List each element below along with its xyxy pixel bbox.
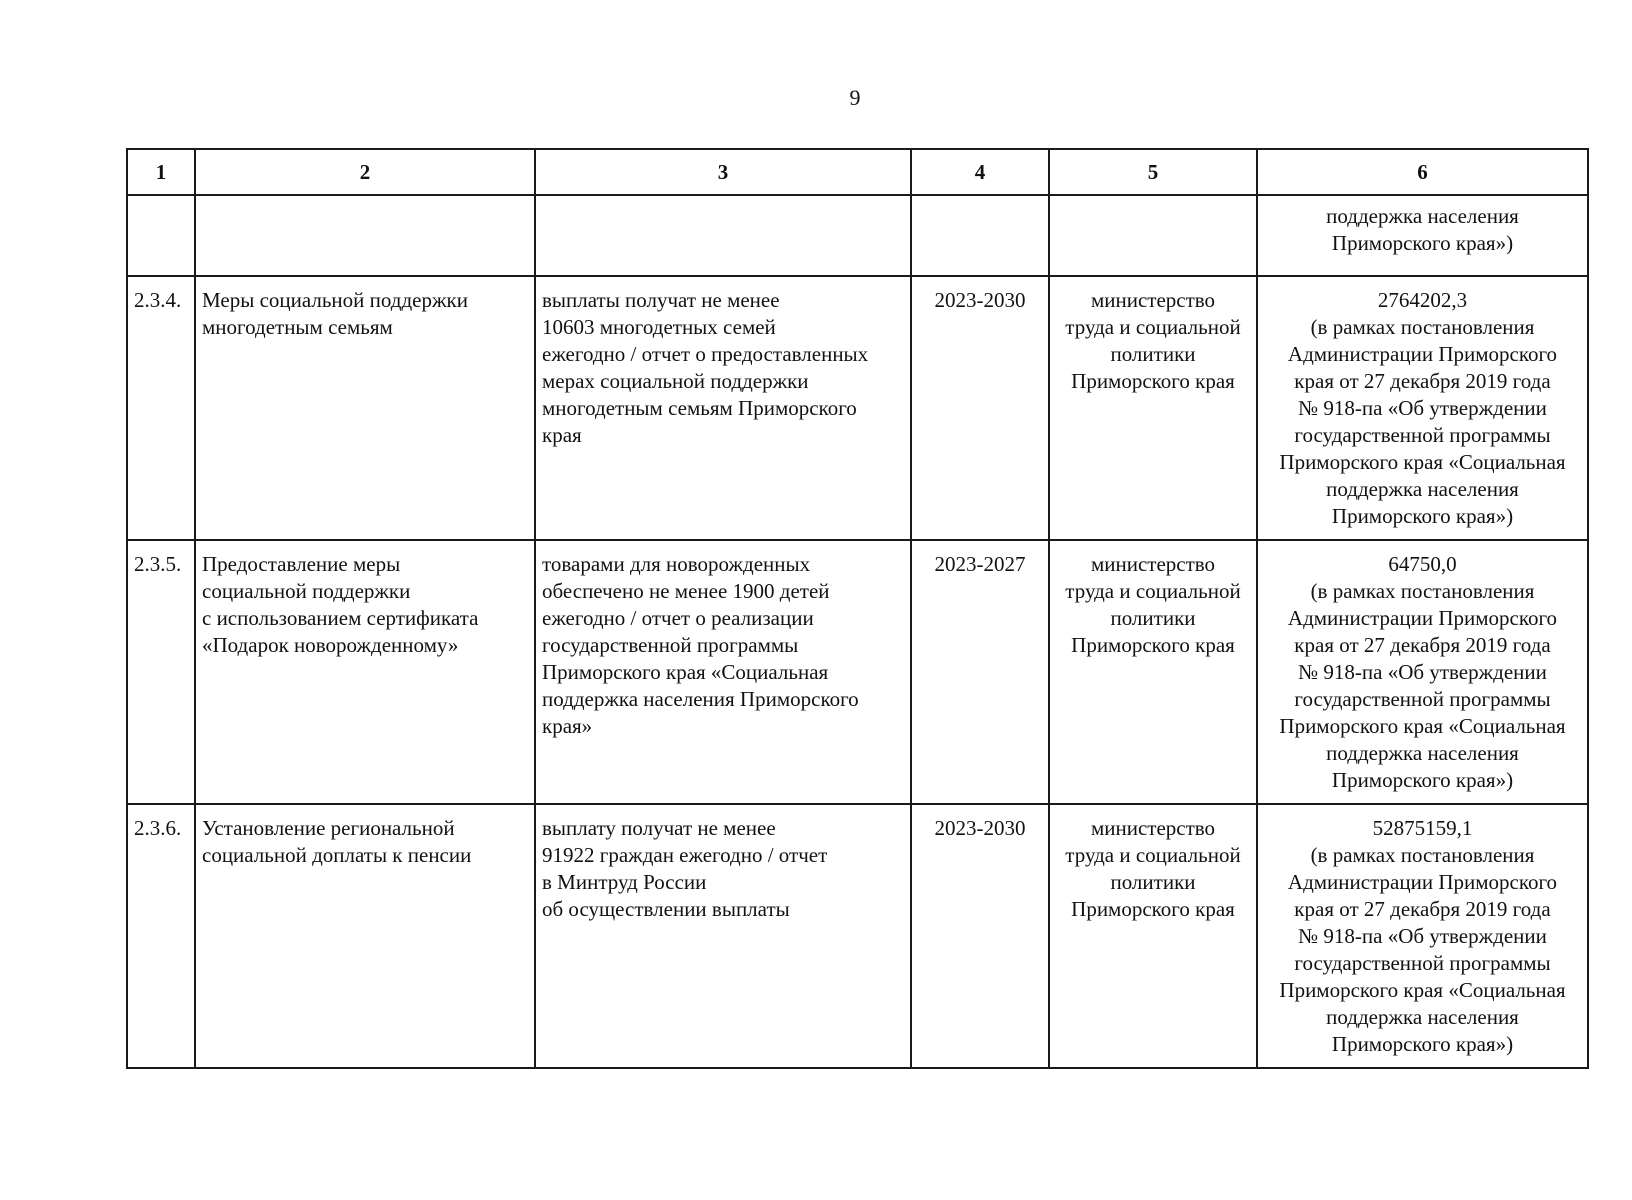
empty-cell bbox=[127, 195, 195, 276]
period-cell: 2023-2030 bbox=[911, 276, 1049, 540]
measures-table bbox=[126, 148, 1589, 1069]
column-header: 2 bbox=[195, 149, 535, 195]
table-row bbox=[127, 276, 1588, 540]
funding-cell: 52875159,1 (в рамках постановления Администрации Приморского края от 27 декабря 2019 года № 918-па «Об утверждении государственной программы Приморского края «Социальная поддержка населения Приморского края») bbox=[1257, 804, 1588, 1068]
table-row bbox=[127, 540, 1588, 804]
row-number-cell: 2.3.6. bbox=[127, 804, 195, 1068]
table-row-continuation bbox=[127, 195, 1588, 276]
empty-cell bbox=[535, 195, 911, 276]
column-header: 6 bbox=[1257, 149, 1588, 195]
funding-cell: 2764202,3 (в рамках постановления Администрации Приморского края от 27 декабря 2019 года № 918-па «Об утверждении государственной программы Приморского края «Социальная поддержка населения Приморского края») bbox=[1257, 276, 1588, 540]
empty-cell bbox=[1049, 195, 1257, 276]
column-header: 4 bbox=[911, 149, 1049, 195]
measure-name-cell: Предоставление меры социальной поддержки с использованием сертификата «Подарок новорожденному» bbox=[195, 540, 535, 804]
row-number-cell: 2.3.4. bbox=[127, 276, 195, 540]
result-cell: выплату получат не менее 91922 граждан ежегодно / отчет в Минтруд России об осуществлении выплаты bbox=[535, 804, 911, 1068]
executor-cell: министерство труда и социальной политики Приморского края bbox=[1049, 540, 1257, 804]
period-cell: 2023-2027 bbox=[911, 540, 1049, 804]
empty-cell bbox=[911, 195, 1049, 276]
funding-cell: 64750,0 (в рамках постановления Администрации Приморского края от 27 декабря 2019 года № 918-па «Об утверждении государственной программы Приморского края «Социальная поддержка населения Приморского края») bbox=[1257, 540, 1588, 804]
empty-cell bbox=[195, 195, 535, 276]
measure-name-cell: Установление региональной социальной доплаты к пенсии bbox=[195, 804, 535, 1068]
table-row bbox=[127, 804, 1588, 1068]
column-header: 5 bbox=[1049, 149, 1257, 195]
row-number-cell: 2.3.5. bbox=[127, 540, 195, 804]
table-header-row bbox=[127, 149, 1588, 195]
executor-cell: министерство труда и социальной политики Приморского края bbox=[1049, 804, 1257, 1068]
funding-cell: поддержка населения Приморского края») bbox=[1257, 195, 1588, 276]
column-header: 3 bbox=[535, 149, 911, 195]
result-cell: товарами для новорожденных обеспечено не менее 1900 детей ежегодно / отчет о реализации государственной программы Приморского края «Социальная поддержка населения Приморского края» bbox=[535, 540, 911, 804]
page-number: 9 bbox=[849, 85, 861, 110]
measure-name-cell: Меры социальной поддержки многодетным семьям bbox=[195, 276, 535, 540]
result-cell: выплаты получат не менее 10603 многодетных семей ежегодно / отчет о предоставленных мерах социальной поддержки многодетным семьям Приморского края bbox=[535, 276, 911, 540]
period-cell: 2023-2030 bbox=[911, 804, 1049, 1068]
executor-cell: министерство труда и социальной политики Приморского края bbox=[1049, 276, 1257, 540]
column-header: 1 bbox=[127, 149, 195, 195]
